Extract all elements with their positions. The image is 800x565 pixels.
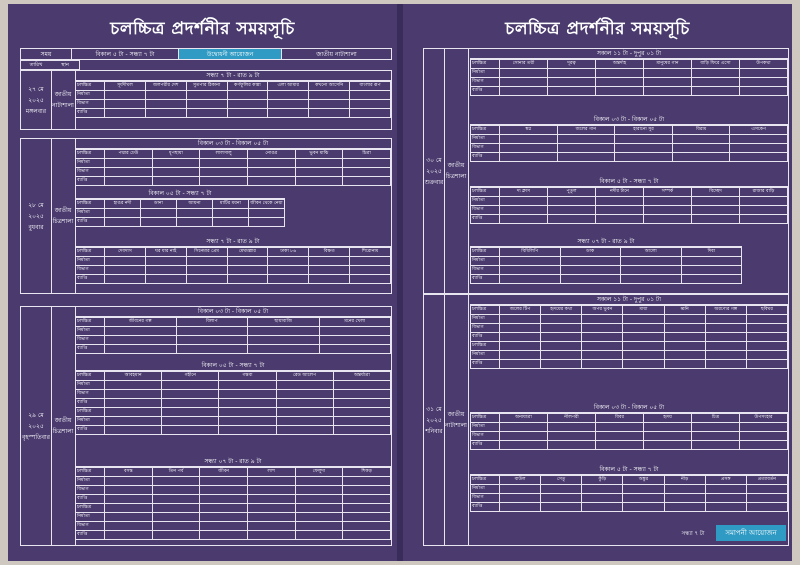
film-cell: নদীর টানে — [596, 188, 644, 197]
day4-section-2 — [470, 115, 788, 162]
table-row — [76, 209, 285, 218]
row-label: নির্মাতা — [471, 257, 500, 266]
schedule-table — [75, 149, 391, 186]
schedule-table — [75, 467, 391, 540]
film-cell: বিক্ষত — [309, 248, 350, 257]
section-title: সন্ধ্যা ৭ টা - রাত ৯ টা — [75, 237, 391, 247]
film-cell: নোঙর — [247, 150, 295, 159]
table-row — [471, 188, 788, 197]
time-value: বিকাল ৫ টা - সন্ধ্যা ৭ টা — [72, 49, 179, 59]
row-label: চলচ্চিত্র — [76, 318, 105, 327]
closing-time: সন্ধ্যা ৭ টা — [681, 531, 705, 537]
day5-date-text: ৩১ মে ২০২৫ শনিবার — [425, 405, 443, 435]
row-label: ব্যাপ্তি — [76, 495, 105, 504]
day5-venue — [444, 295, 469, 545]
table-row — [471, 135, 788, 144]
film-cell: প্রত্যাবর্তন — [746, 476, 787, 485]
row-label: বিভাগ — [76, 486, 105, 495]
film-cell: হাঙর নদী — [105, 200, 141, 209]
film-cell: অন্তর্দাহ — [596, 60, 644, 69]
film-cell: বাউল — [500, 476, 541, 485]
place-label: স্থান — [61, 62, 69, 68]
table-row — [76, 504, 391, 513]
day2-section-2 — [75, 189, 285, 227]
film-cell: জলের টিপ — [500, 306, 541, 315]
table-row — [471, 485, 788, 494]
row-label: বিভাগ — [76, 390, 105, 399]
film-cell: বিলাপ — [176, 318, 248, 327]
film-cell: বিরাম — [672, 126, 730, 135]
film-cell: শিকড় — [343, 468, 391, 477]
table-row — [76, 513, 391, 522]
section-title: বিকাল ৫ টা - সন্ধ্যা ৭ টা — [470, 465, 788, 475]
row-label: ব্যাপ্তি — [471, 441, 500, 450]
table-row — [76, 200, 285, 209]
film-cell: বিধিলিপি — [500, 248, 561, 257]
table-row — [76, 390, 391, 399]
film-cell: দ্য ক্লাস — [500, 188, 548, 197]
film-cell: চিত্র — [692, 414, 740, 423]
schedule-spread — [8, 4, 792, 561]
schedule-table — [470, 413, 788, 450]
film-cell: লাশ — [247, 468, 295, 477]
schedule-table — [470, 125, 788, 162]
film-cell: মনের খেলা — [319, 318, 391, 327]
table-row — [76, 336, 391, 345]
row-label: নির্মাতা — [471, 485, 500, 494]
film-cell: কর্ণফুলির কান্না — [227, 82, 268, 91]
schedule-table — [470, 59, 788, 96]
row-label: বিভাগ — [471, 206, 500, 215]
table-row — [471, 60, 788, 69]
film-cell: হারানো সুর — [615, 126, 673, 135]
row-label: বিভাগ — [76, 100, 105, 109]
row-label: নির্মাতা — [76, 159, 105, 168]
film-cell: ডাক — [560, 248, 621, 257]
row-label: চলচ্চিত্র — [76, 504, 105, 513]
film-cell: ঘর যার নাই — [145, 248, 186, 257]
film-cell: দেবদাস — [105, 248, 146, 257]
row-label: বিভাগ — [471, 266, 500, 275]
film-cell: ডানা — [141, 200, 177, 209]
table-row — [76, 266, 391, 275]
section-title: বিকাল ০৩ টা - বিকাল ০৫ টা — [470, 403, 788, 413]
row-label: ব্যাপ্তি — [76, 218, 105, 227]
section-title: বিকাল ০৫ টা - সন্ধ্যা ৭ টা — [75, 361, 391, 371]
venue-header: জাতীয় নাট্যশালা — [316, 51, 357, 58]
table-row — [471, 476, 788, 485]
film-cell: জীবন থেকে নেয়া — [249, 200, 285, 209]
day1-venue — [51, 71, 76, 129]
row-label: চলচ্চিত্র — [471, 476, 500, 485]
film-cell: তিন পর্ব — [152, 468, 200, 477]
row-label: ব্যাপ্তি — [471, 503, 500, 512]
day4-section-1 — [470, 49, 788, 96]
film-cell: উপসংহার — [740, 414, 788, 423]
film-cell: অন্যযাত্রা — [500, 414, 548, 423]
film-cell: জলের গান — [557, 126, 615, 135]
row-label: নির্মাতা — [76, 209, 105, 218]
film-cell: নীড় — [664, 476, 705, 485]
film-cell: গন্তব্য — [219, 372, 276, 381]
schedule-table — [75, 317, 391, 354]
row-label: বিভাগ — [471, 144, 500, 153]
day3-section-2 — [75, 361, 391, 435]
table-row — [471, 494, 788, 503]
table-row — [471, 78, 788, 87]
film-cell: দিবা — [681, 248, 742, 257]
film-cell: সোনার তরী — [500, 60, 548, 69]
row-label: ব্যাপ্তি — [76, 177, 105, 186]
table-row — [471, 248, 742, 257]
film-cell: জীবন — [200, 468, 248, 477]
row-label: চলচ্চিত্র — [76, 468, 105, 477]
film-cell: পুতুল — [548, 188, 596, 197]
row-label: ব্যাপ্তি — [471, 153, 500, 162]
row-label: বিভাগ — [76, 336, 105, 345]
film-cell: এসকেপ — [730, 126, 788, 135]
day4-block — [423, 48, 789, 294]
row-label: নির্মাতা — [76, 417, 105, 426]
row-label: বিভাগ — [471, 494, 500, 503]
row-label: ব্যাপ্তি — [76, 109, 105, 118]
section-title: সন্ধ্যা ৭ টা - রাত ৯ টা — [75, 71, 391, 81]
row-label: বিভাগ — [76, 168, 105, 177]
row-label: চলচ্চিত্র — [76, 82, 105, 91]
table-row — [76, 82, 391, 91]
film-cell: আলো — [621, 248, 682, 257]
row-label: চলচ্চিত্র — [471, 342, 500, 351]
film-cell: ধ্বনি — [664, 306, 705, 315]
row-label: ব্যাপ্তি — [76, 426, 105, 435]
table-row — [76, 426, 391, 435]
film-cell: ফেলুদা — [295, 468, 343, 477]
day5-section-2 — [470, 403, 788, 450]
closing-ceremony-badge: সমাপনী আয়োজন — [716, 525, 786, 541]
table-row — [471, 144, 788, 153]
film-cell: বসন্ত — [105, 468, 153, 477]
row-label: চলচ্চিত্র — [76, 200, 105, 209]
row-label: বিভাগ — [76, 266, 105, 275]
day4-venue — [444, 49, 469, 293]
table-row — [471, 257, 742, 266]
table-row — [471, 324, 788, 333]
left-page — [8, 4, 397, 561]
row-label: বিভাগ — [471, 324, 500, 333]
schedule-table — [470, 305, 788, 369]
section-title: সন্ধ্যা ০৭ টা - রাত ৯ টা — [470, 237, 742, 247]
row-label: চলচ্চিত্র — [471, 414, 500, 423]
film-cell: সুতপার ঠিকানা — [186, 82, 227, 91]
row-label: নির্মাতা — [76, 381, 105, 390]
day2-date — [21, 139, 52, 293]
day4-section-3 — [470, 177, 788, 224]
row-label: ব্যাপ্তি — [76, 399, 105, 408]
schedule-table — [75, 199, 285, 227]
row-label: নির্মাতা — [471, 69, 500, 78]
table-row — [471, 206, 788, 215]
film-cell: মেঘমল্লার — [227, 248, 268, 257]
film-cell: সেতু — [541, 476, 582, 485]
film-cell: কুঁড়ি — [582, 476, 623, 485]
table-row — [471, 87, 788, 96]
film-cell: বাংলার রূপ — [350, 82, 391, 91]
table-row — [76, 477, 391, 486]
day5-venue-text: জাতীয় নাট্যশালা — [445, 411, 467, 429]
film-cell: মায়া — [623, 306, 664, 315]
film-cell: রাজার বাড়ি — [740, 188, 788, 197]
table-row — [471, 360, 788, 369]
date-label: তারিখ — [29, 62, 43, 68]
film-cell: শিরোনাম — [350, 248, 391, 257]
film-cell: নীলপরী — [548, 414, 596, 423]
table-row — [76, 100, 391, 109]
row-label: চলচ্চিত্র — [76, 150, 105, 159]
film-cell: জীবনের গল্প — [105, 318, 177, 327]
table-row — [76, 372, 391, 381]
row-label: ব্যাপ্তি — [471, 275, 500, 284]
row-label: ব্যাপ্তি — [471, 333, 500, 342]
section-title: বিকাল ০৩ টা - বিকাল ০৫ টা — [75, 307, 391, 317]
schedule-table — [75, 81, 391, 118]
section-title: বিকাল ০৩ টা - বিকাল ০৫ টা — [75, 139, 391, 149]
film-cell: অন্তর্যাত্রা — [333, 372, 390, 381]
row-label: নির্মাতা — [471, 351, 500, 360]
day3-date — [21, 307, 52, 545]
table-row — [471, 333, 788, 342]
row-label: ব্যাপ্তি — [76, 531, 105, 540]
opening-highlight: উদ্বোধনী আয়োজন — [179, 49, 282, 59]
film-cell: বিবর — [596, 414, 644, 423]
day3-section-1 — [75, 307, 391, 354]
section-title: বিকাল ৫ টা - সন্ধ্যা ৭ টা — [470, 177, 788, 187]
row-label: ব্যাপ্তি — [76, 275, 105, 284]
film-cell: আয়না — [177, 200, 213, 209]
film-cell: মাটির ময়না — [213, 200, 249, 209]
schedule-table — [75, 371, 391, 435]
film-cell: জলপরীর দেশ — [145, 82, 186, 91]
table-row — [76, 150, 391, 159]
table-row — [76, 248, 391, 257]
film-cell: পদ্মার ঢেউ — [105, 150, 153, 159]
day3-section-3 — [75, 457, 391, 540]
table-row — [471, 342, 788, 351]
table-row — [76, 275, 391, 284]
day4-date — [424, 49, 445, 293]
table-row — [76, 531, 391, 540]
table-row — [471, 315, 788, 324]
film-cell: অপর ভুবন — [582, 306, 623, 315]
table-row — [471, 69, 788, 78]
row-label: চলচ্চিত্র — [471, 126, 500, 135]
row-label: বিভাগ — [76, 522, 105, 531]
table-row — [471, 306, 788, 315]
film-cell: চিত্রা — [343, 150, 391, 159]
day5-block — [423, 294, 789, 546]
row-label: নির্মাতা — [76, 513, 105, 522]
schedule-table — [470, 187, 788, 224]
day2-section-3 — [75, 237, 391, 284]
table-row — [76, 345, 391, 354]
day4-venue-text: জাতীয় চিত্রশালা — [445, 162, 467, 180]
row-label: নির্মাতা — [76, 91, 105, 100]
day5-section-1 — [470, 295, 788, 369]
day2-venue — [51, 139, 76, 293]
table-row — [76, 468, 391, 477]
table-row — [471, 503, 788, 512]
day1-venue-text: জাতীয় নাট্যশালা — [52, 91, 74, 109]
day4-date-text: ৩০ মে ২০২৫ শুক্রবার — [424, 156, 444, 186]
film-cell: অঙ্কুর — [623, 476, 664, 485]
schedule-table — [470, 475, 788, 512]
film-cell: বাড়ি ফিরে এসো — [692, 60, 740, 69]
film-cell: ছায়াবাজি — [248, 318, 320, 327]
film-cell: কখনো আসেনি — [309, 82, 350, 91]
row-label: ব্যাপ্তি — [471, 360, 500, 369]
row-label: ব্যাপ্তি — [471, 87, 500, 96]
row-label: নির্মাতা — [471, 423, 500, 432]
table-row — [76, 109, 391, 118]
schedule-header — [20, 48, 392, 60]
film-cell: আবহমান — [105, 372, 162, 381]
film-cell: স্বপ্ন — [500, 126, 558, 135]
schedule-table — [75, 247, 391, 284]
row-label: ব্যাপ্তি — [76, 345, 105, 354]
film-cell: ছবিঘর — [746, 306, 787, 315]
table-row — [76, 408, 391, 417]
row-label: চলচ্চিত্র — [76, 372, 105, 381]
table-row — [76, 91, 391, 100]
table-row — [471, 126, 788, 135]
film-cell: সূর্যদীঘল — [105, 82, 146, 91]
film-cell: উপকথা — [740, 60, 788, 69]
day1-date — [21, 71, 52, 129]
film-cell: গহীনে — [162, 372, 219, 381]
film-cell: হৃদয়ের কথা — [541, 306, 582, 315]
film-cell: দূরত্ব — [548, 60, 596, 69]
table-row — [76, 218, 285, 227]
day3-venue-text: জাতীয় চিত্রশালা — [52, 417, 74, 435]
table-row — [76, 381, 391, 390]
day1-date-text: ২৭ মে ২০২৫ মঙ্গলবার — [25, 85, 47, 115]
day3-block — [20, 306, 392, 546]
day5-section-3 — [470, 465, 788, 512]
day2-section-1 — [75, 139, 391, 186]
table-row — [76, 522, 391, 531]
day3-date-text: ২৯ মে ২০২৫ বৃহস্পতিবার — [22, 411, 50, 441]
day2-date-text: ২৮ মে ২০২৫ বুধবার — [28, 201, 44, 231]
table-row — [471, 153, 788, 162]
day4-section-4 — [470, 237, 742, 284]
table-row — [76, 486, 391, 495]
row-label: বিভাগ — [471, 78, 500, 87]
film-cell: অরণ্যের গল্প — [705, 306, 746, 315]
table-row — [471, 441, 788, 450]
row-label: নির্মাতা — [471, 315, 500, 324]
film-cell: বিচ্ছেদ — [692, 188, 740, 197]
table-row — [76, 399, 391, 408]
row-label: ব্যাপ্তি — [471, 215, 500, 224]
film-cell: ভুবন মাঝি — [295, 150, 343, 159]
film-cell: ঢাকা ৮৬ — [268, 248, 309, 257]
section-title: সকাল ১১ টা - দুপুর ০১ টা — [470, 49, 788, 59]
table-row — [471, 414, 788, 423]
table-row — [76, 327, 391, 336]
table-row — [76, 318, 391, 327]
table-row — [471, 432, 788, 441]
section-title: সকাল ১১ টা - দুপুর ০১ টা — [470, 295, 788, 305]
section-title: সন্ধ্যা ০৭ টা - রাত ৯ টা — [75, 457, 391, 467]
table-row — [76, 495, 391, 504]
row-label: চলচ্চিত্র — [471, 188, 500, 197]
film-cell: সিনেমার প্রেম — [186, 248, 227, 257]
section-title: বিকাল ০৫ টা - সন্ধ্যা ৭ টা — [75, 189, 285, 199]
sub-header — [20, 60, 80, 70]
table-row — [471, 351, 788, 360]
row-label: বিভাগ — [471, 432, 500, 441]
film-cell: লালসালু — [200, 150, 248, 159]
table-row — [471, 275, 742, 284]
row-label: নির্মাতা — [76, 257, 105, 266]
table-row — [471, 197, 788, 206]
row-label: নির্মাতা — [76, 327, 105, 336]
row-label: চলচ্চিত্র — [471, 306, 500, 315]
row-label: চলচ্চিত্র — [471, 60, 500, 69]
day3-venue — [51, 307, 76, 545]
section-title: বিকাল ০৩ টা - বিকাল ০৫ টা — [470, 115, 788, 125]
table-row — [471, 423, 788, 432]
film-cell: এলা আমার — [268, 82, 309, 91]
day1-section-1 — [75, 71, 391, 118]
day1-block — [20, 70, 392, 130]
table-row — [76, 257, 391, 266]
table-row — [471, 266, 742, 275]
row-label: চলচ্চিত্র — [76, 248, 105, 257]
day2-block — [20, 138, 392, 294]
row-label: নির্মাতা — [471, 135, 500, 144]
film-cell: হৃদয় — [644, 414, 692, 423]
table-row — [76, 177, 391, 186]
film-cell: ধূপছায়া — [152, 150, 200, 159]
film-cell: সম্পর্ক — [644, 188, 692, 197]
film-cell: প্রসঙ্গ — [705, 476, 746, 485]
schedule-table — [470, 247, 742, 284]
row-label: চলচ্চিত্র — [471, 248, 500, 257]
table-row — [76, 417, 391, 426]
table-row — [76, 159, 391, 168]
table-row — [471, 215, 788, 224]
table-row — [76, 168, 391, 177]
day2-venue-text: জাতীয় চিত্রশালা — [52, 207, 74, 225]
right-page — [403, 4, 792, 561]
time-label: সময় — [21, 49, 72, 59]
day5-date — [424, 295, 445, 545]
row-label: নির্মাতা — [76, 477, 105, 486]
left-page-title: চলচ্চিত্র প্রদর্শনীর সময়সূচি — [110, 19, 295, 39]
right-page-title: চলচ্চিত্র প্রদর্শনীর সময়সূচি — [505, 19, 690, 39]
row-label: চলচ্চিত্র — [76, 408, 105, 417]
film-cell: রেড আলেপ — [276, 372, 333, 381]
film-cell: মানুষের গান — [644, 60, 692, 69]
row-label: নির্মাতা — [471, 197, 500, 206]
